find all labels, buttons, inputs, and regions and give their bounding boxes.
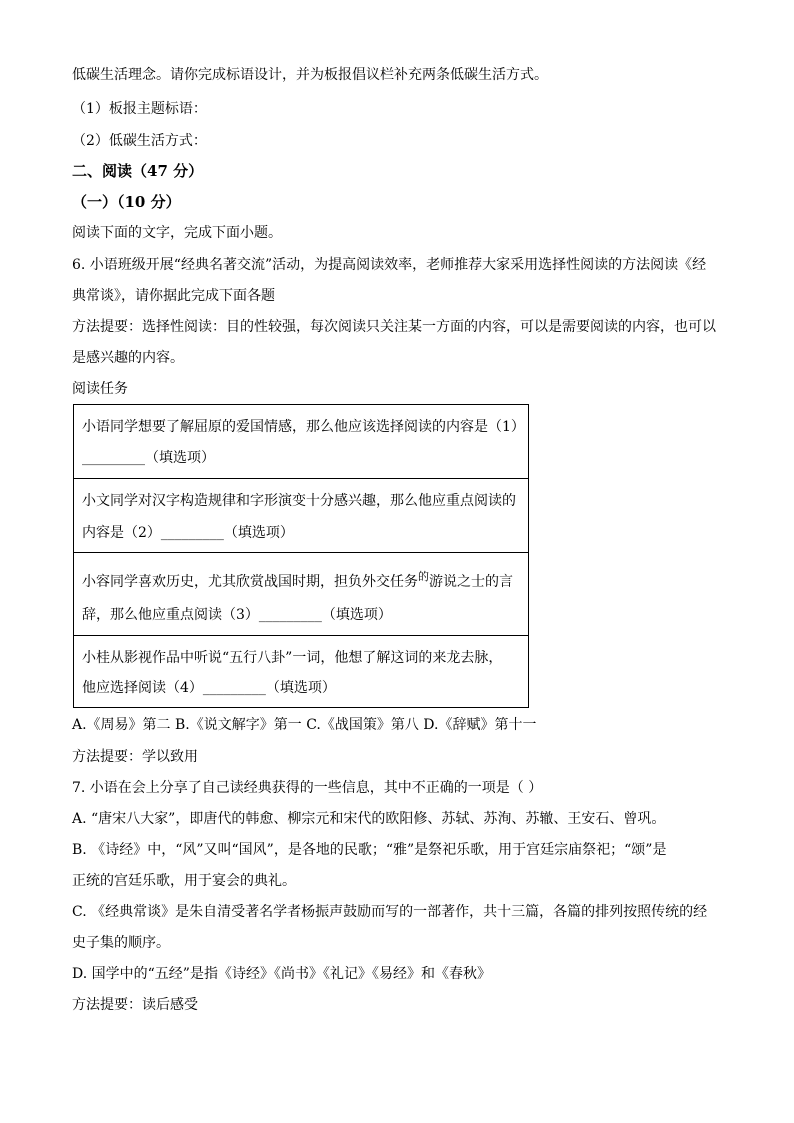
reading-instruction: 阅读下面的文字，完成下面小题。 (72, 225, 282, 241)
question-7-option-b-line-1: B. 《诗经》中，“风”又叫“国风”，是各地的民歌；“雅”是祭祀乐歌，用于宫廷宗庙祭祀；“颂”是 (72, 842, 667, 858)
table-row (74, 405, 528, 478)
question-7: 7. 小语在会上分享了自己读经典获得的一些信息，其中不正确的一项是（ ） (72, 780, 543, 796)
subsection-heading: （一）（10 分） (72, 193, 181, 211)
table-cell-text: 内容是（2）_________（填选项） (82, 525, 294, 541)
table-cell-text-part: 游说之士的言 (429, 574, 513, 590)
question-6-line-2: 典常谈》，请你据此完成下面各题 (72, 288, 275, 304)
question-7-option-b-line-2: 正统的宫廷乐歌，用于宴会的典礼。 (72, 873, 296, 889)
table-cell-text: _________（填选项） (82, 450, 215, 466)
task-label: 阅读任务 (72, 381, 128, 397)
question-7-option-c-line-1: C. 《经典常谈》是朱自清受著名学者杨振声鼓励而写的一部著作，共十三篇，各篇的排列按照传统的经 (72, 904, 708, 920)
method-tip-2: 方法提要：学以致用 (72, 749, 198, 765)
table-row (74, 552, 528, 635)
slogan-prompt: （1）板报主题标语： (72, 101, 207, 117)
reading-task-table (73, 404, 529, 708)
method-tip-3: 方法提要：读后感受 (72, 997, 198, 1013)
question-7-option-c-line-2: 史子集的顺序。 (72, 935, 170, 951)
method-tip-line-1: 方法提要：选择性阅读：目的性较强，每次阅读只关注某一方面的内容，可以是需要阅读的内容，也可以 (72, 319, 716, 335)
table-cell-text (82, 570, 513, 590)
intro-line: 低碳生活理念。请你完成标语设计，并为板报倡议栏补充两条低碳生活方式。 (72, 67, 548, 83)
question-7-option-a: A. “唐宋八大家”，即唐代的韩愈、柳宗元和宋代的欧阳修、苏轼、苏洵、苏辙、王安石、曾巩。 (72, 811, 666, 827)
question-6-line-1: 6. 小语班级开展“经典名著交流”活动，为提高阅读效率，老师推荐大家采用选择性阅读的方法阅读《经 (72, 257, 707, 273)
table-cell-text: 小语同学想要了解屈原的爱国情感，那么他应该选择阅读的内容是（1） (82, 419, 525, 435)
table-cell-text: 辞，那么他应重点阅读（3）_________（填选项） (82, 607, 392, 623)
table-row (74, 635, 528, 708)
table-cell-text-part: 小容同学喜欢历史，尤其欣赏战国时期，担负外交任务 (82, 574, 418, 590)
question-7-option-d: D. 国学中的“五经”是指《诗经》《尚书》《礼记》《易经》和《春秋》 (72, 966, 491, 982)
table-cell-text: 小桂从影视作品中听说“五行八卦”一词，他想了解这词的来龙去脉， (82, 650, 503, 666)
table-row (74, 478, 528, 552)
table-cell-superscript: 的 (418, 570, 429, 583)
section-heading: 二、阅读（47 分） (72, 162, 204, 180)
table-cell-text: 小文同学对汉字构造规律和字形演变十分感兴趣，那么他应重点阅读的 (82, 493, 516, 509)
method-tip-line-2: 是感兴趣的内容。 (72, 350, 184, 366)
lowcarbon-prompt: （2）低碳生活方式： (72, 133, 207, 149)
question-6-options: A.《周易》第二 B.《说文解字》第一 C.《战国策》第八 D.《辞赋》第十一 (72, 717, 537, 733)
table-cell-text: 他应选择阅读（4）_________（填选项） (82, 680, 336, 696)
